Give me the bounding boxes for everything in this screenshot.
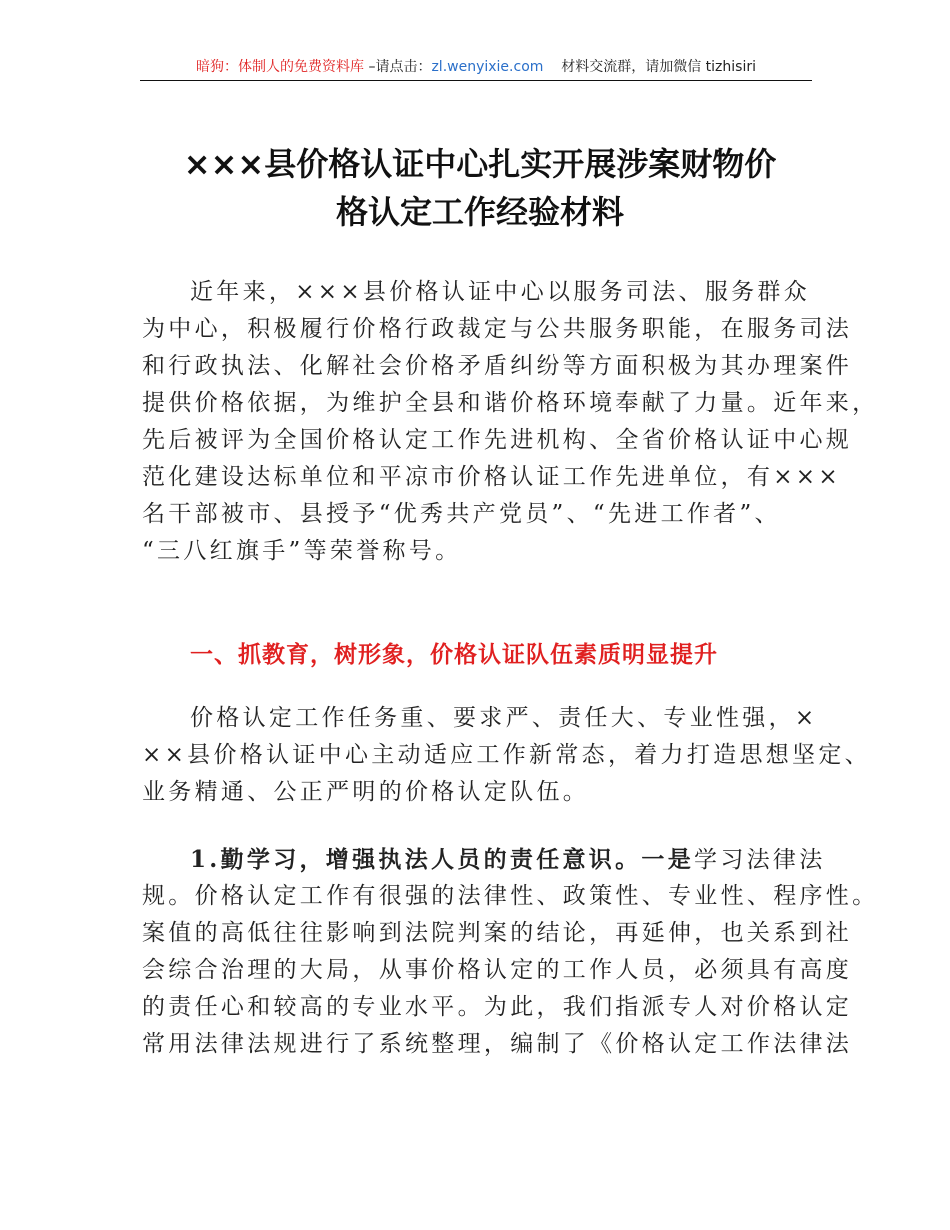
header-site-name: 暗狗：体制人的免费资料库 [196,59,364,75]
text-line: 的责任心和较高的专业水平。为此，我们指派专人对价格认定 [142,994,853,1020]
header-prompt: –请点击： [364,59,432,75]
section-1-paragraph [142,700,871,811]
text-line: 会综合治理的大局，从事价格认定的工作人员，必须具有高度 [142,957,853,983]
text-line: 近年来，×××县价格认证中心以服务司法、服务群众 [190,279,811,305]
text-line: 价格认定工作任务重、要求严、责任大、专业性强，× [190,705,818,731]
text-line: 规。价格认定工作有很强的法律性、政策性、专业性、程序性。 [142,883,879,909]
subsection-lead-rest: 学习法律法 [694,847,826,873]
subsection-lead: 1.勤学习，增强执法人员的责任意识。一是 [190,846,695,873]
text-line [142,841,826,878]
text-line: 为中心，积极履行价格行政裁定与公共服务职能，在服务司法 [142,316,853,342]
text-line: “三八红旗手”等荣誉称号。 [142,538,462,564]
text-line: 提供价格依据，为维护全县和谐价格环境奉献了力量。近年来， [142,390,879,416]
intro-paragraph [142,274,879,570]
text-line: 先后被评为全国价格认定工作先进机构、全省价格认证中心规 [142,427,853,453]
title-line-1: ×××县价格认证中心扎实开展涉案财物价 [183,145,777,183]
text-line: 和行政执法、化解社会价格矛盾纠纷等方面积极为其办理案件 [142,353,853,379]
section-heading: 一、抓教育，树形象，价格认证队伍素质明显提升 [190,642,718,668]
header-link[interactable]: zl.wenyixie.com [431,59,544,75]
text-line: 业务精通、公正严明的价格认定队伍。 [142,779,590,805]
text-line: 常用法律法规进行了系统整理，编制了《价格认定工作法律法 [142,1031,853,1057]
text-line: 范化建设达标单位和平凉市价格认证工作先进单位，有××× [142,464,841,490]
text-line: 案值的高低往往影响到法院判案的结论，再延伸，也关系到社 [142,920,853,946]
page-header-banner [140,56,812,78]
header-contact: 材料交流群，请加微信 tizhisiri [543,59,756,75]
section-1-heading-block [142,637,822,674]
document-title [140,140,820,236]
subsection-1-paragraph [142,841,879,1063]
text-line: 名干部被市、县授予“优秀共产党员”、“先进工作者”、 [142,501,781,527]
header-divider [140,80,812,81]
text-line: ××县价格认证中心主动适应工作新常态，着力打造思想坚定、 [142,742,871,768]
title-line-2: 格认定工作经验材料 [335,193,624,231]
